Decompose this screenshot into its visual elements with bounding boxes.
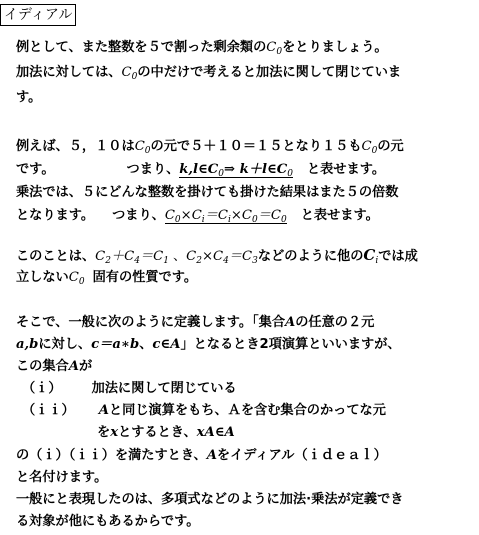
condition-ii: （ｉｉ） Aと同じ演算をもち、Ａを含む集合のかってな元 — [22, 403, 386, 418]
closure-formula: $k,l\in C_0\Rightarrow$ $k+l\in C_0$ — [179, 162, 293, 179]
text-line: です。 つまり、$k,l\in C_0\Rightarrow$ $k+l\in C_0$ と表せます。 — [16, 162, 386, 179]
condition-i: （ｉ） 加法に関して閉じている — [22, 381, 237, 396]
text-line: このことは、$C_2+C_4=C_1$ 、$C_2\times C_4=C_3$などのように他の$C_i$では成 — [16, 246, 418, 266]
text-line: 乗法では、５にどんな整数を掛けても掛けた結果はまた５の倍数 — [16, 185, 399, 200]
text-line: 例として、また整数を５で割った剰余類の$C_0$をとりましょう。 — [16, 40, 388, 57]
text-line: 例えば、５，１０は$C_0$の元で５＋１０＝１５となり１５も$C_0$の元 — [16, 139, 404, 156]
text-line: す。 — [16, 90, 42, 105]
text-line: a,bに対し、c＝a∗b、c∈A」となるとき2項演算といいますが、 — [16, 337, 401, 352]
text-line: 立しない$C_0$ 固有の性質です。 — [16, 270, 198, 287]
text-line: と名付けます。 — [16, 470, 108, 485]
text-line: る対象が他にもあるからです。 — [16, 514, 200, 529]
text-line: この集合Aが — [16, 359, 93, 374]
text-line: 加法に対しては、$C_0$の中だけで考えると加法に関して閉じていま — [16, 65, 402, 82]
text-line: そこで、一般に次のように定義します。「集合Aの任意の２元 — [16, 315, 375, 330]
text-line: の（ｉ）（ｉｉ）を満たすとき、Aをイディアル（ｉｄｅａｌ） — [16, 448, 387, 463]
text-line: となります。 つまり、$C_0\times C_i=C_i\times C_0=C_0$ と表せます。 — [16, 208, 379, 225]
text-line: 一般にと表現したのは、多項式などのように加法·乗法が定義でき — [16, 492, 404, 507]
product-formula: $C_0\times C_i=C_i\times C_0=C_0$ — [164, 208, 287, 225]
page-title: イディアル — [0, 4, 76, 26]
text-line: をxとするとき、xA∈A — [97, 425, 235, 440]
